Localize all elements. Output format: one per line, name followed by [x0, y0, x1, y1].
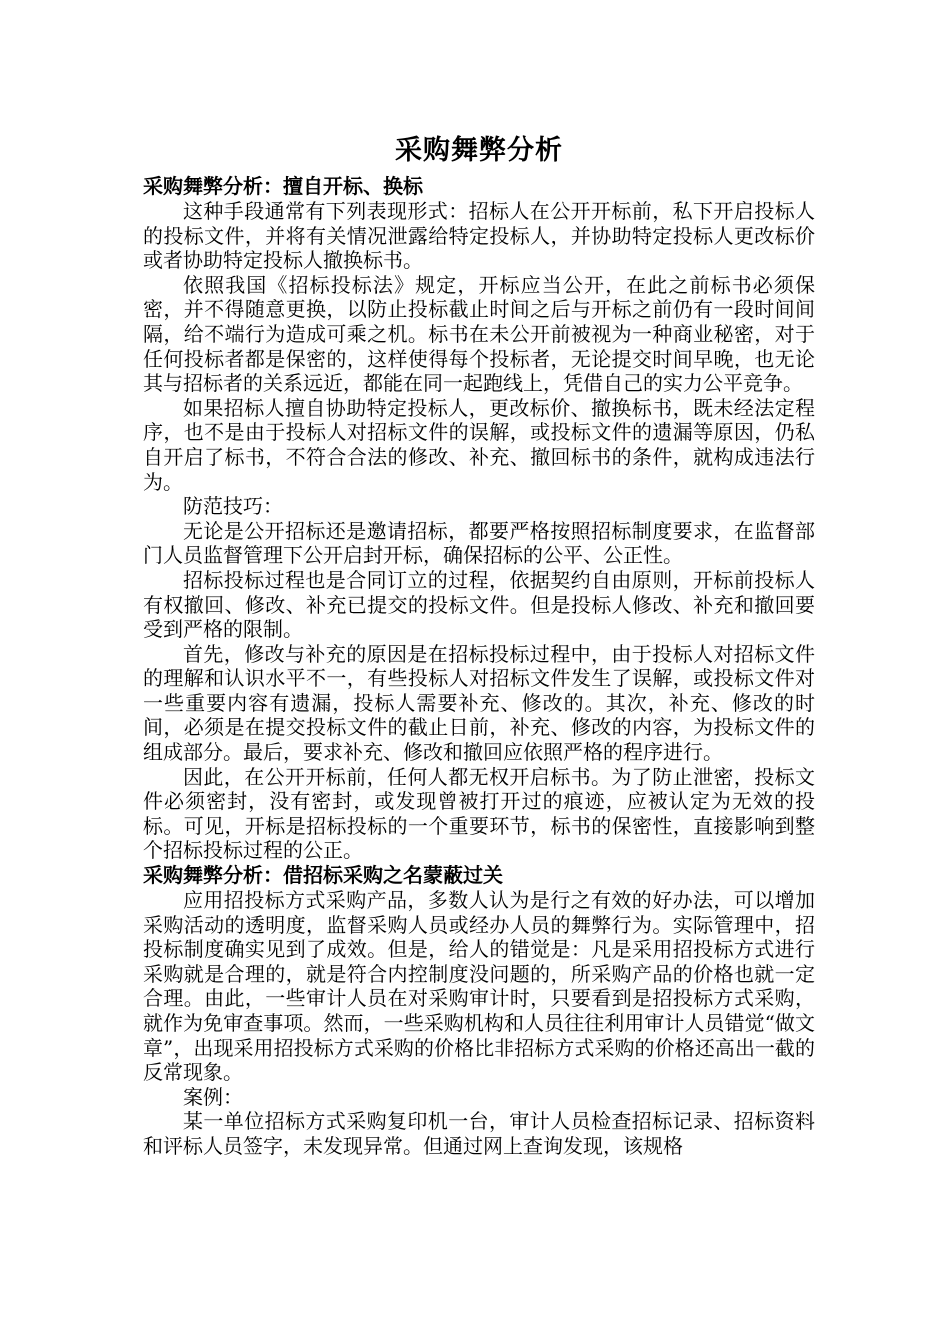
section-heading: 采购舞弊分析：擅自开标、换标 — [143, 174, 423, 198]
section-unauthorized-bid-opening — [143, 174, 815, 863]
paragraph: 应用招投标方式采购产品，多数人认为是行之有效的好办法，可以增加采购活动的透明度，监督采购人员或经办人员的舞弊行为。实际管理中，招投标制度确实见到了成效。但是，给人的错觉是：凡是采用招投标方式进行采购就是合理的，就是符合内控制度没问题的，所采购产品的价格也就一定合理。由此，一些审计人员在对采购审计时，只要看到是招投标方式采购，就作为免审查事项。然而，一些采购机构和人员往往利用审计人员错觉“做文章”，出现采用招投标方式采购的价格比非招标方式采购的价格还高出一截的反常现象。 — [143, 888, 815, 1085]
document-title: 采购舞弊分析 — [395, 135, 563, 166]
section-heading: 采购舞弊分析：借招标采购之名蒙蔽过关 — [143, 863, 503, 888]
document-body — [143, 132, 815, 1159]
paragraph: 某一单位招标方式采购复印机一台，审计人员检查招标记录、招标资料和评标人员签字，未发现异常。但通过网上查询发现，该规格 — [143, 1109, 815, 1158]
paragraph: 首先，修改与补充的原因是在招标投标过程中，由于投标人对招标文件的理解和认识水平不一，有些投标人对招标文件发生了误解，或投标文件对一些重要内容有遗漏，投标人需要补充、修改的。其次，补充、修改的时间，必须是在提交投标文件的截止日前，补充、修改的内容，为投标文件的组成部分。最后，要求补充、修改和撤回应依照严格的程序进行。 — [143, 641, 815, 765]
paragraph: 招标投标过程也是合同订立的过程，依据契约自由原则，开标前投标人有权撤回、修改、补充已提交的投标文件。但是投标人修改、补充和撤回要受到严格的限制。 — [143, 567, 815, 642]
paragraph-subheading: 防范技巧： — [183, 494, 283, 519]
paragraph: 这种手段通常有下列表现形式：招标人在公开开标前，私下开启投标人的投标文件，并将有关情况泄露给特定投标人，并协助特定投标人更改标价或者协助特定投标人撤换标书。 — [143, 199, 815, 273]
paragraph: 因此，在公开开标前，任何人都无权开启标书。为了防止泄密，投标文件必须密封，没有密封，或发现曾被打开过的痕迹，应被认定为无效的投标。可见，开标是招标投标的一个重要环节，标书的保密性，直接影响到整个招标投标过程的公正。 — [143, 764, 815, 863]
section-bidding-cover — [143, 863, 815, 1159]
paragraph: 依照我国《招标投标法》规定，开标应当公开，在此之前标书必须保密，并不得随意更换，以防止投标截止时间之后与开标之前仍有一段时间间隔，给不端行为造成可乘之机。标书在未公开前被视为一种商业秘密，对于任何投标者都是保密的，这样使得每个投标者，无论提交时间早晚，也无论其与招标者的关系远近，都能在同一起跑线上，凭借自己的实力公平竞争。 — [143, 272, 815, 396]
paragraph: 无论是公开招标还是邀请招标，都要严格按照招标制度要求，在监督部门人员监督管理下公开启封开标，确保招标的公平、公正性。 — [143, 518, 815, 568]
paragraph: 如果招标人擅自协助特定投标人，更改标价、撤换标书，既未经法定程序，也不是由于投标人对招标文件的误解，或投标文件的遗漏等原因，仍私自开启了标书，不符合合法的修改、补充、撤回标书的条件，就构成违法行为。 — [143, 395, 815, 494]
paragraph-subheading: 案例： — [183, 1084, 243, 1109]
